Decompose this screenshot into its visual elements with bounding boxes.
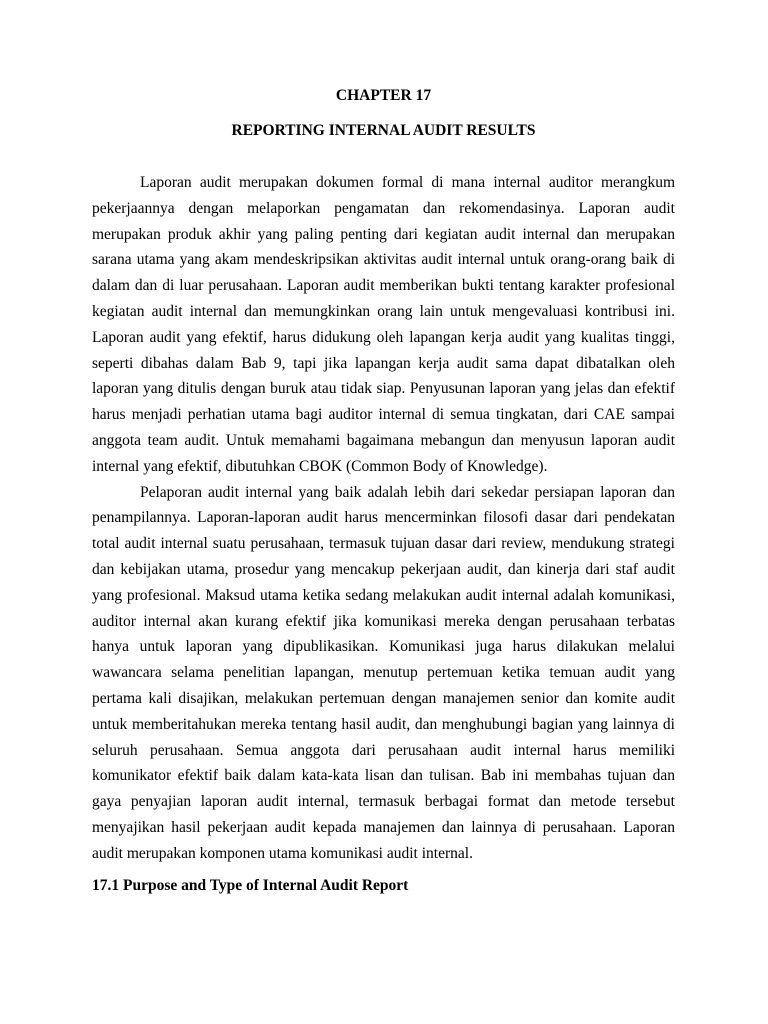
paragraph-2: Pelaporan audit internal yang baik adalah lebih dari sekedar persiapan laporan dan penampilannya. Laporan-laporan audit harus mencerminkan filosofi dasar dari pendekatan total audit internal suatu perusahaan, termasuk tujuan dasar dari review, mendukung strategi dan kebijakan utama, prosedur yang mencakup pekerjaan audit, dan kinerja dari staf audit yang profesional. Maksud utama ketika sedang melakukan audit internal adalah komunikasi, auditor internal akan kurang efektif jika komunikasi mereka dengan perusahaan terbatas hanya untuk laporan yang dipublikasikan. Komunikasi juga harus dilakukan melalui wawancara selama penelitian lapangan, menutup pertemuan ketika temuan audit yang pertama kali disajikan, melakukan pertemuan dengan manajemen senior dan komite audit untuk memberitahukan mereka tentang hasil audit, dan menghubungi bagian yang lainnya di seluruh perusahaan. Semua anggota dari perusahaan audit internal harus memiliki komunikator efektif baik dalam kata-kata lisan dan tulisan. Bab ini membahas tujuan dan gaya penyajian laporan audit internal, termasuk berbagai format dan metode tersebut menyajikan hasil pekerjaan audit kepada manajemen dan lainnya di perusahaan. Laporan audit merupakan komponen utama komunikasi audit internal. xyxy=(92,483,675,862)
body-text xyxy=(92,170,675,867)
chapter-label: CHAPTER 17 xyxy=(335,87,432,104)
chapter-title: REPORTING INTERNAL AUDIT RESULTS xyxy=(231,122,536,139)
section-heading: 17.1 Purpose and Type of Internal Audit Report xyxy=(92,877,409,894)
paragraph-1: Laporan audit merupakan dokumen formal di mana internal auditor merangkum pekerjaannya dengan melaporkan pengamatan dan rekomendasinya. Laporan audit merupakan produk akhir yang paling penting dari kegiatan audit internal dan merupakan sarana utama yang akam mendeskripsikan aktivitas audit internal untuk orang-orang baik di dalam dan di luar perusahaan. Laporan audit memberikan bukti tentang karakter profesional kegiatan audit internal dan memungkinkan orang lain untuk mengevaluasi kontribusi ini. Laporan audit yang efektif, harus didukung oleh lapangan kerja audit yang kualitas tinggi, seperti dibahas dalam Bab 9, tapi jika lapangan kerja audit sama dapat dibatalkan oleh laporan yang ditulis dengan buruk atau tidak siap. Penyusunan laporan yang jelas dan efektif harus menjadi perhatian utama bagi auditor internal di semua tingkatan, dari CAE sampai anggota team audit. Untuk memahami bagaimana mebangun dan menyusun laporan audit internal yang efektif, dibutuhkan CBOK (Common Body of Knowledge). xyxy=(92,174,675,475)
document-page xyxy=(92,0,675,1024)
